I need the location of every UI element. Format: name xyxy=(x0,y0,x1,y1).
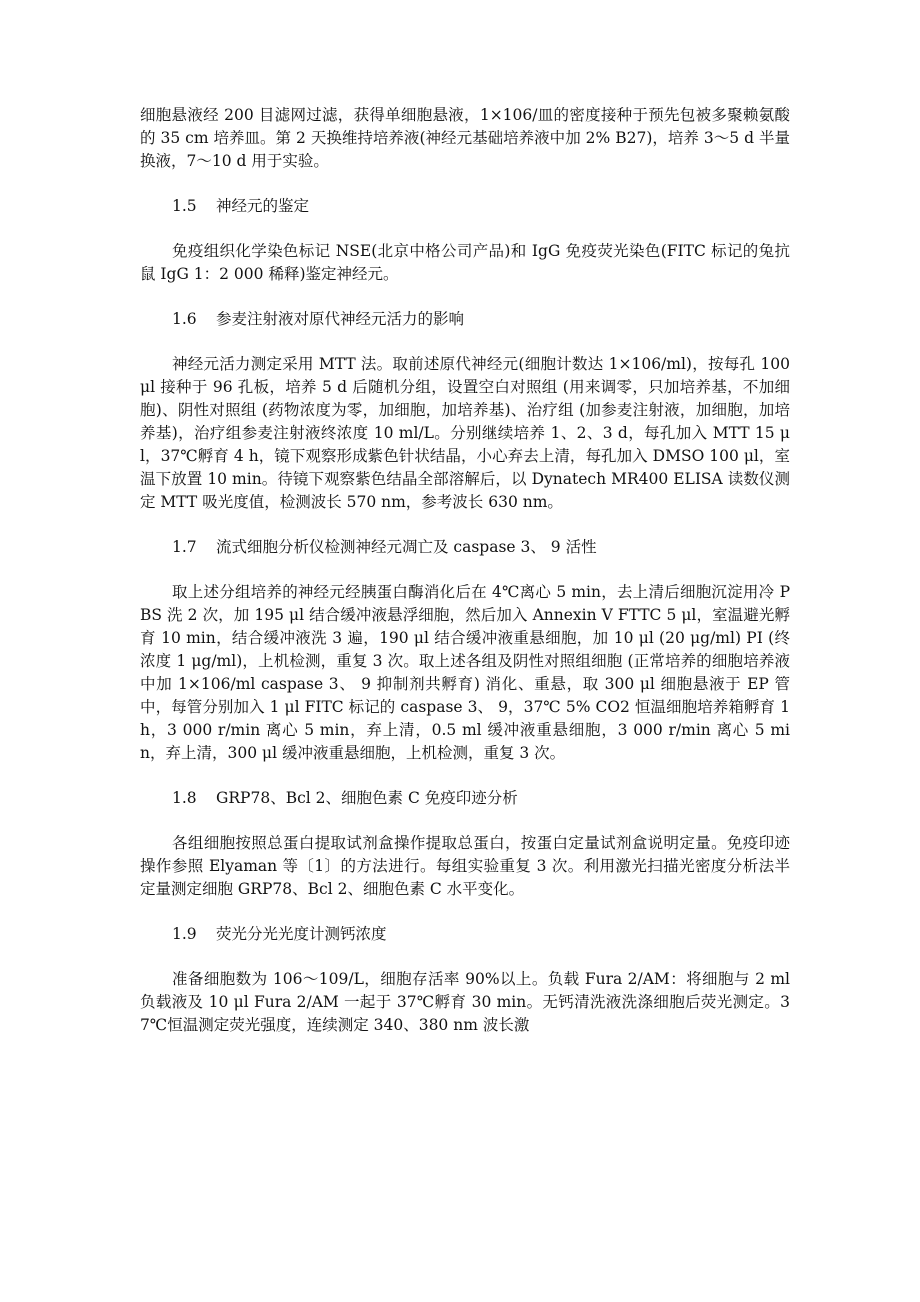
section-number: 1.9 xyxy=(172,925,197,943)
section-1-7-heading xyxy=(140,536,790,559)
section-title: 参麦注射液对原代神经元活力的影响 xyxy=(216,310,465,328)
paragraph-calcium-measurement: 准备细胞数为 106～109/L，细胞存活率 90%以上。负载 Fura 2/AM：将细胞与 2 ml 负载液及 10 μl Fura 2/AM 一起于 37℃孵育 30 min。无钙清洗液洗涤细胞后荧光测定。37℃恒温测定荧光强度，连续测定 340、380 nm 波长激 xyxy=(140,970,790,1034)
section-1-6-heading xyxy=(140,308,790,331)
section-number: 1.6 xyxy=(172,310,197,328)
document-page xyxy=(140,104,790,1059)
section-number: 1.5 xyxy=(172,197,197,215)
section-number: 1.7 xyxy=(172,538,197,556)
section-title: GRP78、Bcl 2、细胞色素 C 免疫印迹分析 xyxy=(216,789,518,807)
section-title: 神经元的鉴定 xyxy=(216,197,310,215)
section-title: 荧光分光光度计测钙浓度 xyxy=(216,925,387,943)
section-1-9-heading xyxy=(140,923,790,946)
paragraph-western-blot: 各组细胞按照总蛋白提取试剂盒操作提取总蛋白，按蛋白定量试剂盒说明定量。免疫印迹操作参照 Elyaman 等〔1〕的方法进行。每组实验重复 3 次。利用激光扫描光密度分析法半定量测定细胞 GRP78、Bcl 2、细胞色素 C 水平变化。 xyxy=(140,834,790,898)
section-1-5-heading xyxy=(140,195,790,218)
section-1-8-heading xyxy=(140,787,790,810)
section-title: 流式细胞分析仪检测神经元凋亡及 caspase 3、 9 活性 xyxy=(216,538,597,556)
paragraph-flow-cytometry: 取上述分组培养的神经元经胰蛋白酶消化后在 4℃离心 5 min，去上清后细胞沉淀用冷 PBS 洗 2 次，加 195 μl 结合缓冲液悬浮细胞，然后加入 Annexin V FTTC 5 μl，室温避光孵育 10 min，结合缓冲液洗 3 遍，190 μl 结合缓冲液重悬细胞，加 10 μl (20 μg/ml) PI (终浓度 1 μg/ml)，上机检测，重复 3 次。取上述各组及阴性对照组细胞 (正常培养的细胞培养液中加 1×106/ml caspase 3、 9 抑制剂共孵育) 消化、重悬，取 300 μl 细胞悬液于 EP 管中，每管分别加入 1 μl FITC 标记的 caspase 3、 9，37℃ 5% CO2 恒温细胞培养箱孵育 1 h，3 000 r/min 离心 5 min，弃上清，0.5 ml 缓冲液重悬细胞，3 000 r/min 离心 5 min，弃上清，300 μl 缓冲液重悬细胞，上机检测，重复 3 次。 xyxy=(140,583,790,762)
paragraph-mtt-assay: 神经元活力测定采用 MTT 法。取前述原代神经元(细胞计数达 1×106/ml)，按每孔 100 μl 接种于 96 孔板，培养 5 d 后随机分组，设置空白对照组 (用来调零，只加培养基，不加细胞)、阴性对照组 (药物浓度为零，加细胞，加培养基)、治疗组 (加参麦注射液，加细胞，加培养基)，治疗组参麦注射液终浓度 10 ml/L。分别继续培养 1、2、3 d，每孔加入 MTT 15 μl，37℃孵育 4 h，镜下观察形成紫色针状结晶，小心弃去上清，每孔加入 DMSO 100 μl，室温下放置 10 min。待镜下观察紫色结晶全部溶解后，以 Dynatech MR400 ELISA 读数仪测定 MTT 吸光度值，检测波长 570 nm，参考波长 630 nm。 xyxy=(140,355,790,511)
paragraph-neuron-identification: 免疫组织化学染色标记 NSE(北京中格公司产品)和 IgG 免疫荧光染色(FITC 标记的兔抗鼠 IgG 1：2 000 稀释)鉴定神经元。 xyxy=(140,242,790,283)
paragraph-cell-suspension: 细胞悬液经 200 目滤网过滤，获得单细胞悬液，1×106/皿的密度接种于预先包被多聚赖氨酸的 35 cm 培养皿。第 2 天换维持培养液(神经元基础培养液中加 2% B27)，培养 3～5 d 半量换液，7～10 d 用于实验。 xyxy=(140,106,790,170)
section-number: 1.8 xyxy=(172,789,197,807)
